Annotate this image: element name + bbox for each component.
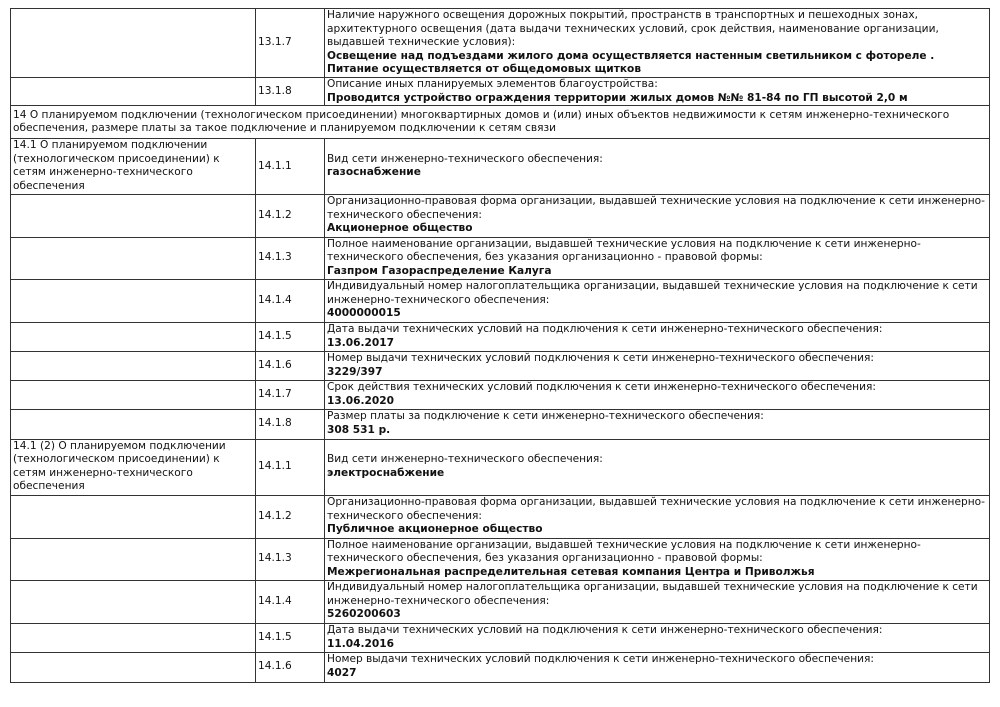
item-value: 4027	[327, 667, 357, 680]
item-label: Полное наименование организации, выдавшей технические условия на подключение к сети инженерно-технического обеспечения, без указания организационно - правовой формы:	[327, 538, 921, 565]
item-value: Освещение над подъездами жилого дома осуществляется настенным светильником с фотореле . Питание осуществляется от общедомовых щитков	[327, 49, 935, 76]
group-cell	[11, 77, 256, 105]
group-cell	[11, 322, 256, 351]
group-cell	[11, 652, 256, 682]
item-code: 14.1.6	[256, 351, 325, 380]
item-cell	[325, 623, 990, 652]
item-cell	[325, 279, 990, 322]
table-row	[11, 495, 990, 538]
item-label: Организационно-правовая форма организации, выдавшей технические условия на подключение к сети инженерно-технического обеспечения:	[327, 195, 985, 221]
section-header-row	[11, 106, 990, 139]
item-code: 14.1.7	[256, 380, 325, 409]
item-cell	[325, 439, 990, 495]
item-cell	[325, 322, 990, 351]
item-label: Наличие наружного освещения дорожных покрытий, пространств в транспортных и пешеходных зонах, архитектурного освещения (дата выдачи технических условий, срок действия, наименование организации, выдавшей технические условия):	[327, 9, 939, 49]
item-code: 14.1.8	[256, 409, 325, 439]
item-value: 3229/397	[327, 365, 383, 378]
group-cell: 14.1 О планируемом подключении (технологическом присоединении) к сетям инженерно-технического обеспечения	[11, 139, 256, 194]
table-row	[11, 623, 990, 652]
item-value: электроснабжение	[327, 467, 445, 480]
item-code: 14.1.3	[256, 237, 325, 279]
group-cell	[11, 380, 256, 409]
item-value: 11.04.2016	[327, 637, 395, 650]
item-cell	[325, 538, 990, 580]
item-code: 13.1.8	[256, 77, 325, 105]
group-cell: 14.1 (2) О планируемом подключении (технологическом присоединении) к сетям инженерно-технического обеспечения	[11, 439, 256, 495]
item-label: Индивидуальный номер налогоплательщика организации, выдавшей технические условия на подключение к сети инженерно-технического обеспечения:	[327, 581, 978, 607]
item-code: 14.1.6	[256, 652, 325, 682]
item-code: 14.1.3	[256, 538, 325, 580]
group-cell	[11, 194, 256, 237]
item-cell	[325, 495, 990, 538]
item-label: Размер платы за подключение к сети инженерно-технического обеспечения:	[327, 410, 764, 423]
group-cell	[11, 409, 256, 439]
item-value: 13.06.2017	[327, 336, 395, 349]
group-cell	[11, 351, 256, 380]
table-row	[11, 139, 990, 194]
table-row	[11, 237, 990, 279]
group-cell	[11, 623, 256, 652]
item-label: Полное наименование организации, выдавшей технические условия на подключение к сети инженерно-технического обеспечения, без указания организационно - правовой формы:	[327, 237, 921, 264]
group-cell	[11, 580, 256, 623]
item-code: 14.1.4	[256, 580, 325, 623]
item-cell	[325, 351, 990, 380]
item-cell	[325, 652, 990, 682]
item-value: Акционерное общество	[327, 222, 473, 235]
table-row	[11, 194, 990, 237]
table-row	[11, 380, 990, 409]
table-row	[11, 322, 990, 351]
item-code: 13.1.7	[256, 9, 325, 78]
item-label: Описание иных планируемых элементов благоустройства:	[327, 77, 658, 90]
item-value: Публичное акционерное общество	[327, 523, 543, 536]
item-label: Дата выдачи технических условий на подключения к сети инженерно-технического обеспечения:	[327, 623, 883, 636]
table-row	[11, 77, 990, 105]
item-cell	[325, 77, 990, 105]
group-cell	[11, 9, 256, 78]
item-label: Организационно-правовая форма организации, выдавшей технические условия на подключение к сети инженерно-технического обеспечения:	[327, 496, 985, 522]
table-row	[11, 279, 990, 322]
item-value: Газпром Газораспределение Калуга	[327, 264, 552, 277]
item-value: 5260200603	[327, 608, 401, 621]
table-row	[11, 351, 990, 380]
item-label: Срок действия технических условий подключения к сети инженерно-технического обеспечения:	[327, 380, 876, 393]
item-code: 14.1.5	[256, 322, 325, 351]
table-row	[11, 652, 990, 682]
item-code: 14.1.1	[256, 139, 325, 194]
table-row	[11, 9, 990, 78]
item-cell	[325, 580, 990, 623]
item-cell	[325, 380, 990, 409]
item-value: 4000000015	[327, 307, 401, 320]
item-label: Дата выдачи технических условий на подключения к сети инженерно-технического обеспечения:	[327, 322, 883, 335]
group-cell	[11, 279, 256, 322]
item-code: 14.1.4	[256, 279, 325, 322]
group-cell	[11, 237, 256, 279]
item-cell	[325, 139, 990, 194]
table-row	[11, 409, 990, 439]
item-code: 14.1.2	[256, 495, 325, 538]
item-value: Проводится устройство ограждения территории жилых домов №№ 81-84 по ГП высотой 2,0 м	[327, 91, 908, 104]
item-code: 14.1.1	[256, 439, 325, 495]
group-cell	[11, 538, 256, 580]
table-row	[11, 538, 990, 580]
item-cell	[325, 194, 990, 237]
group-cell	[11, 495, 256, 538]
item-label: Номер выдачи технических условий подключения к сети инженерно-технического обеспечения:	[327, 653, 874, 666]
item-label: Вид сети инженерно-технического обеспечения:	[327, 453, 603, 466]
item-label: Индивидуальный номер налогоплательщика организации, выдавшей технические условия на подключение к сети инженерно-технического обеспечения:	[327, 280, 978, 306]
item-code: 14.1.2	[256, 194, 325, 237]
item-value: Межрегиональная распределительная сетевая компания Центра и Приволжья	[327, 565, 815, 578]
item-value: газоснабжение	[327, 166, 421, 179]
item-code: 14.1.5	[256, 623, 325, 652]
item-cell	[325, 237, 990, 279]
item-value: 13.06.2020	[327, 394, 395, 407]
item-cell	[325, 409, 990, 439]
section-title: 14 О планируемом подключении (технологическом присоединении) многоквартирных домов и (или) иных объектов недвижимости к сетям инженерно-технического обеспечения, размере платы за такое подключение и планируемом подключении к сетям связи	[11, 106, 990, 139]
item-cell	[325, 9, 990, 78]
table-row	[11, 580, 990, 623]
item-label: Номер выдачи технических условий подключения к сети инженерно-технического обеспечения:	[327, 351, 874, 364]
table-row	[11, 439, 990, 495]
item-label: Вид сети инженерно-технического обеспечения:	[327, 152, 603, 165]
declaration-table	[10, 8, 990, 683]
item-value: 308 531 р.	[327, 424, 391, 437]
